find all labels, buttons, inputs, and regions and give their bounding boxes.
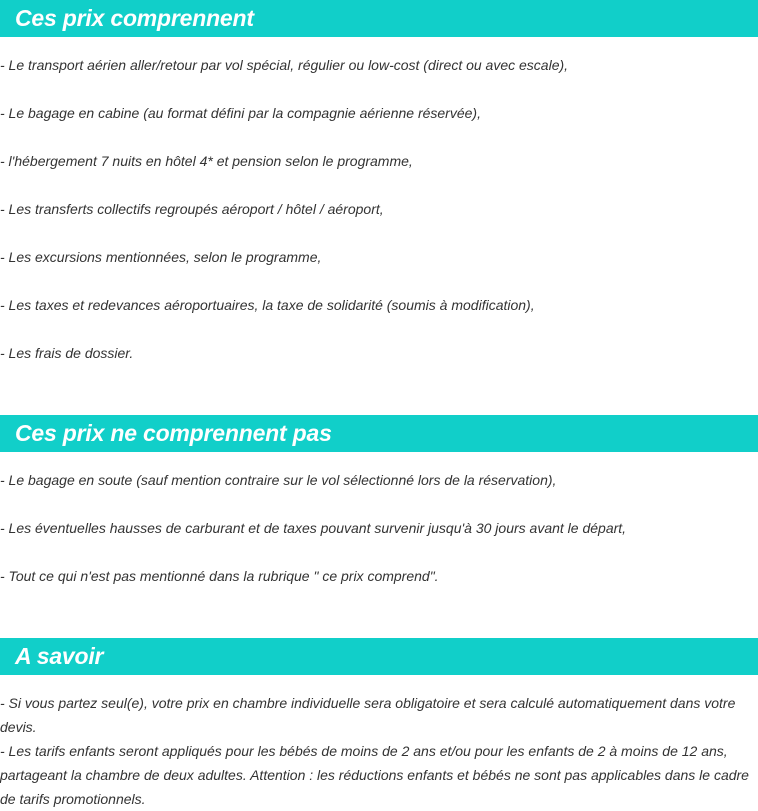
list-item: - Si vous partez seul(e), votre prix en chambre individuelle sera obligatoire et sera calculé automatiquement dans votre devis. xyxy=(0,695,736,735)
list-item: - Le transport aérien aller/retour par vol spécial, régulier ou low-cost (direct ou avec escale), xyxy=(0,57,569,73)
list-item: - Les frais de dossier. xyxy=(0,345,134,361)
list-item: - Les tarifs enfants seront appliqués pour les bébés de moins de 2 ans et/ou pour les enfants de 2 à moins de 12 ans, partageant la chambre de deux adultes. Attention : les réductions enfants et bébés ne sont pas applicables dans le cadre de tarifs promotionnels. xyxy=(0,743,749,807)
good-to-know-list xyxy=(0,691,758,811)
section-includes xyxy=(0,0,758,365)
includes-list xyxy=(0,53,758,365)
list-item: - Tout ce qui n'est pas mentionné dans la rubrique " ce prix comprend". xyxy=(0,568,439,584)
section-good-to-know xyxy=(0,638,758,811)
excludes-list xyxy=(0,468,758,588)
section-title: A savoir xyxy=(15,643,104,669)
section-title: Ces prix ne comprennent pas xyxy=(15,420,332,446)
section-excludes xyxy=(0,415,758,588)
list-item: - Les éventuelles hausses de carburant et de taxes pouvant survenir jusqu'à 30 jours avant le départ, xyxy=(0,520,627,536)
list-item: - Les excursions mentionnées, selon le programme, xyxy=(0,249,322,265)
list-item: - Les transferts collectifs regroupés aéroport / hôtel / aéroport, xyxy=(0,201,384,217)
list-item: - Le bagage en cabine (au format défini par la compagnie aérienne réservée), xyxy=(0,105,481,121)
list-item: - Le bagage en soute (sauf mention contraire sur le vol sélectionné lors de la réservation), xyxy=(0,472,557,488)
section-header xyxy=(0,638,758,675)
section-header xyxy=(0,415,758,452)
section-title: Ces prix comprennent xyxy=(15,5,254,31)
list-item: - Les taxes et redevances aéroportuaires, la taxe de solidarité (soumis à modification), xyxy=(0,297,535,313)
section-header xyxy=(0,0,758,37)
list-item: - l'hébergement 7 nuits en hôtel 4* et pension selon le programme, xyxy=(0,153,413,169)
